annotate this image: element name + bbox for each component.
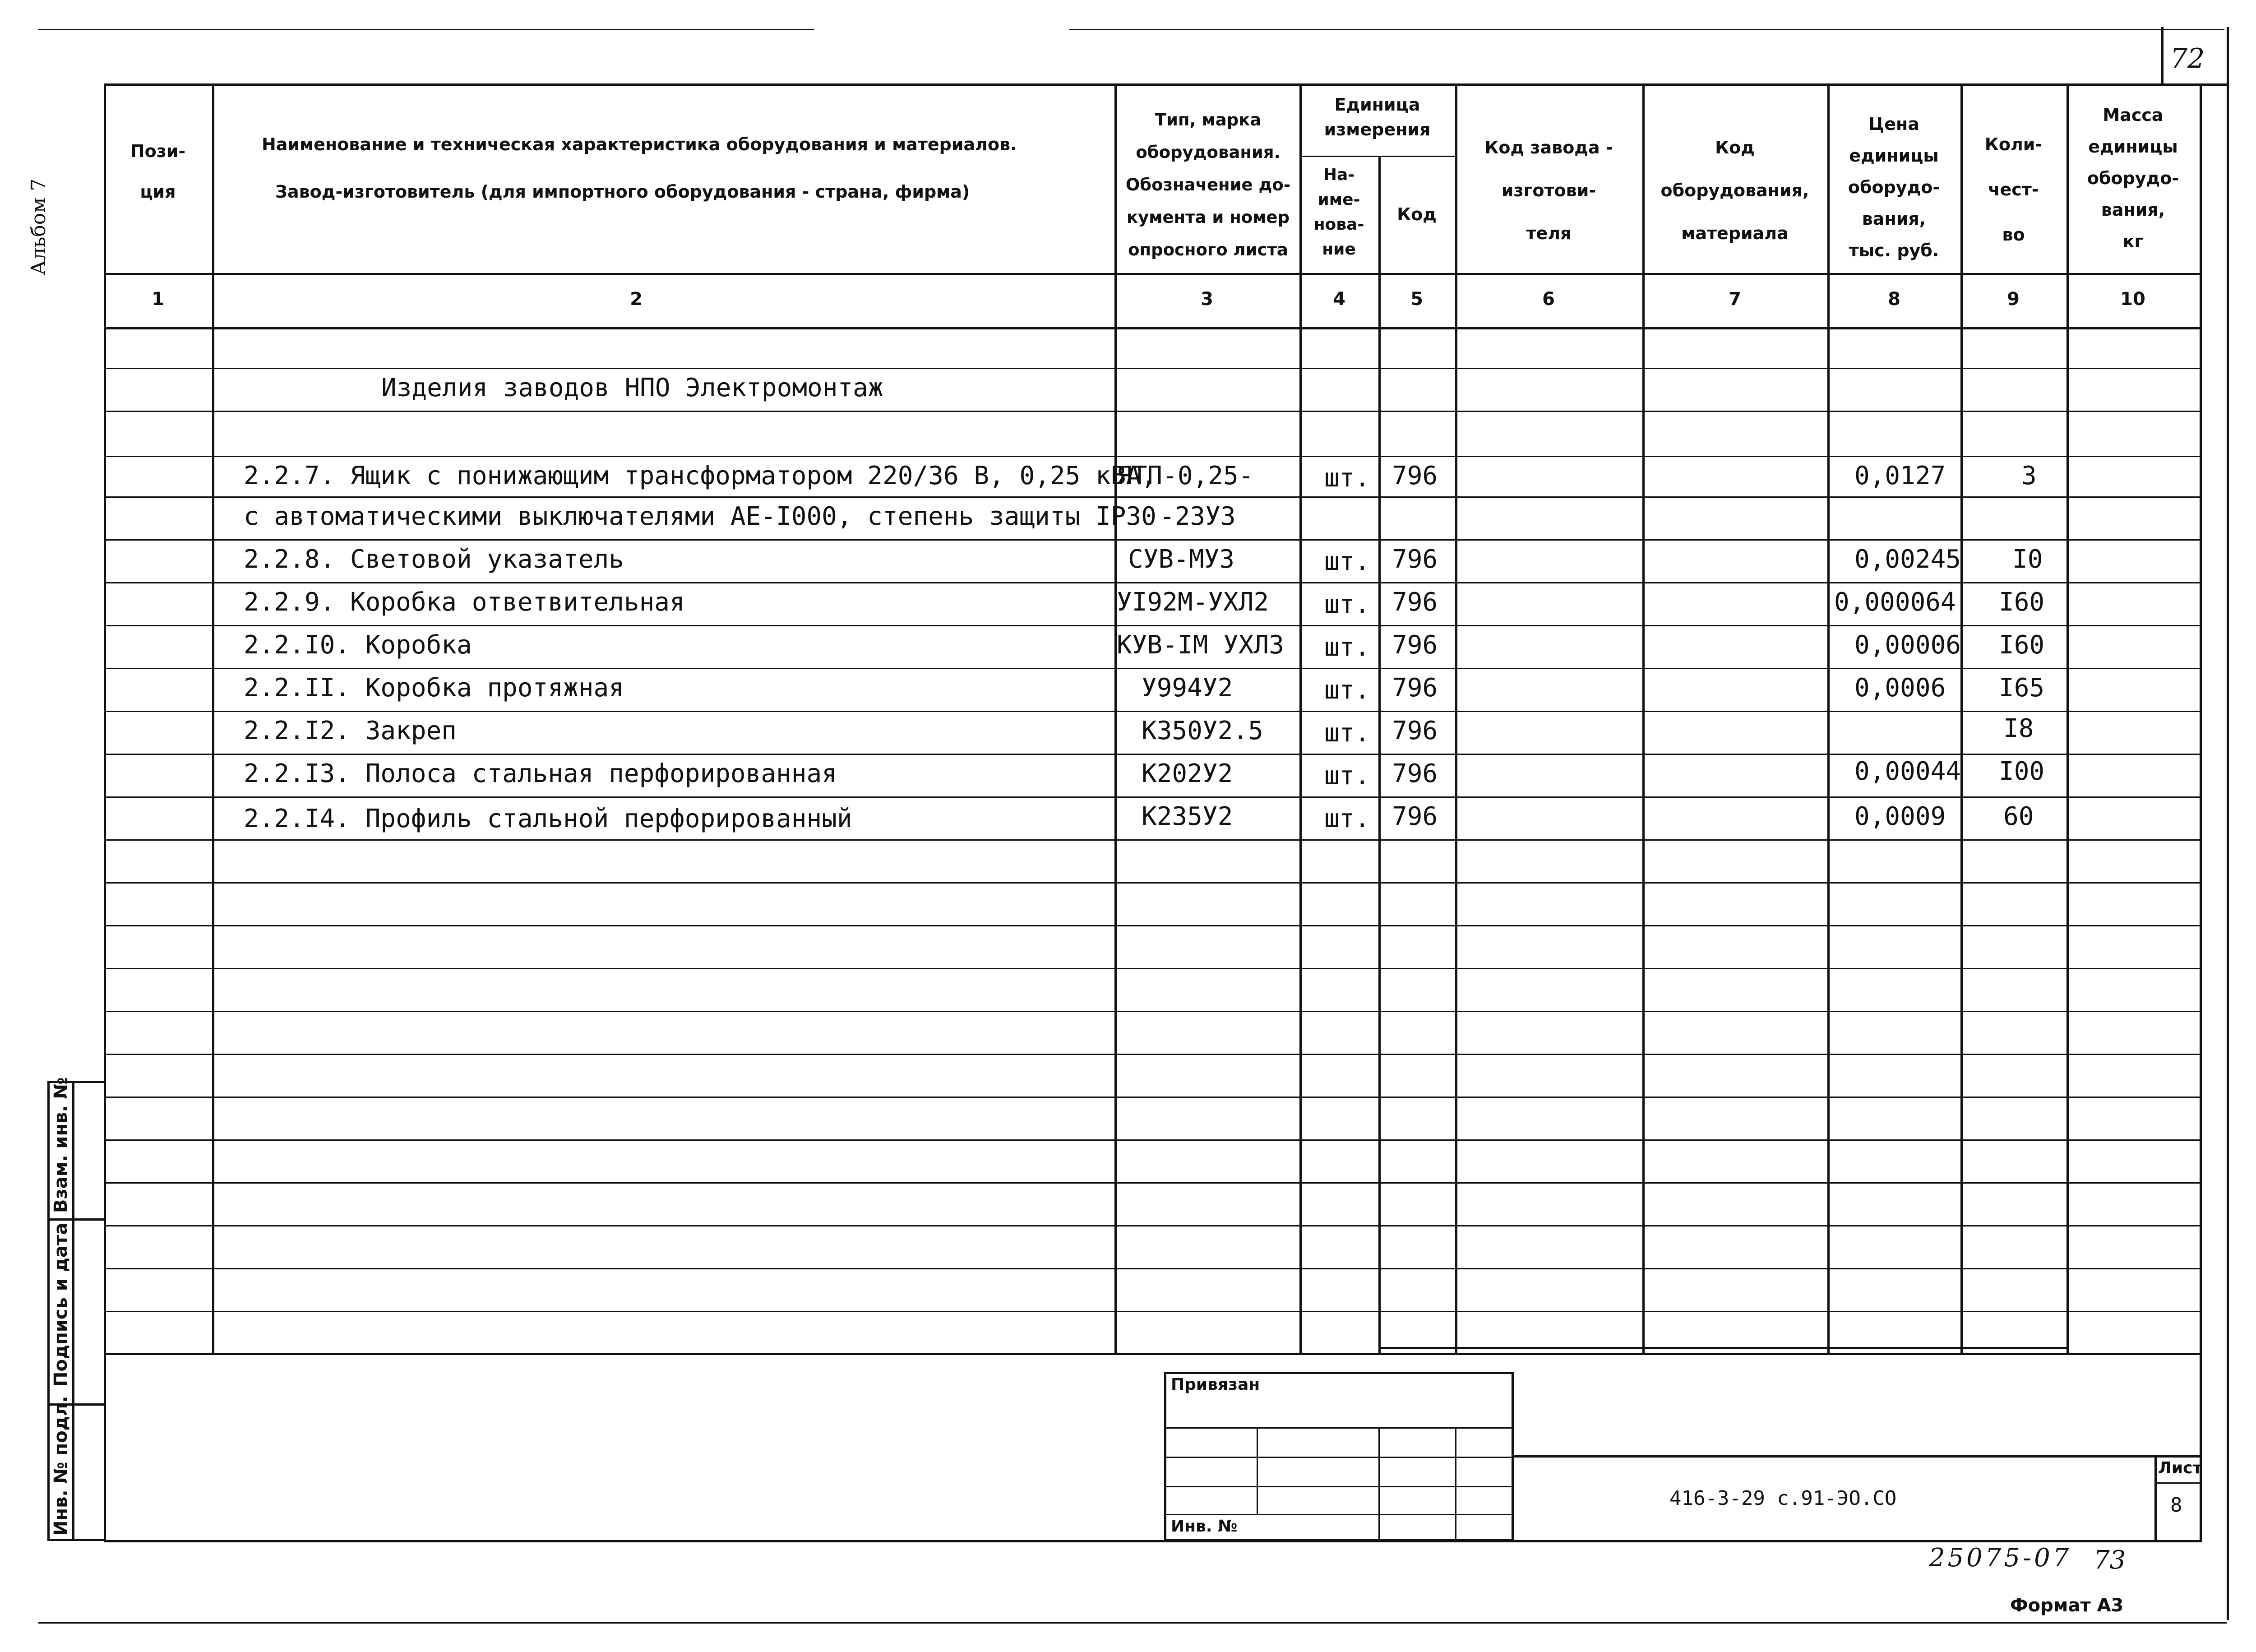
item-name: 2.2.9. Коробка ответвительная (244, 588, 685, 617)
col-line-2 (1114, 83, 1117, 1354)
archive-number: 25075-07 (1929, 1543, 2072, 1573)
side-stamp-podpis: Подпись и дата (51, 1222, 71, 1387)
item-qty: I00 (1999, 757, 2045, 786)
header-unit-code: Код (1397, 204, 1437, 224)
item-code: 796 (1392, 588, 1438, 617)
row-rule (106, 1225, 2200, 1226)
page-number-box-left (2161, 27, 2164, 86)
item-code: 796 (1392, 630, 1438, 660)
row-rule (106, 411, 2200, 412)
col-line-3 (1299, 83, 1302, 1354)
bottom-rule (38, 1622, 2227, 1624)
item-type: -23У3 (1160, 502, 1236, 531)
header-bottom-rule (104, 273, 2200, 275)
item-name: 2.2.7. Ящик с понижающим трансформатором 220/36 В, 0,25 кВА, (244, 461, 1156, 491)
top-rule-right (1069, 29, 2224, 30)
frame-top (104, 83, 2227, 86)
binding-stamp-col (1455, 1427, 1456, 1540)
binding-stamp-rule (1164, 1514, 1514, 1515)
row-rule (106, 754, 2200, 755)
column-number: 10 (2120, 289, 2145, 310)
row-rule (106, 1311, 2200, 1312)
item-qty: I60 (1999, 630, 2045, 660)
table-inner-bottom (1378, 1347, 2069, 1349)
col-line-5 (1455, 83, 1457, 1354)
binding-stamp-title: Привязан (1171, 1375, 1260, 1394)
item-code: 796 (1392, 545, 1438, 574)
column-number: 2 (630, 289, 643, 310)
item-unit: шт. (1324, 676, 1370, 705)
side-stamp-inv-podl: Инв. № подл. (51, 1396, 71, 1536)
header-quantity: Коли- чест- во (1984, 134, 2043, 245)
unit-group-rule (1299, 156, 1455, 157)
row-rule (106, 968, 2200, 969)
album-label: Альбом 7 (27, 178, 50, 275)
side-stamp-divider (72, 1081, 74, 1541)
row-rule (106, 1011, 2200, 1012)
item-code: 796 (1392, 716, 1438, 745)
header-mass: Масса единицы оборудо- вания, кг (2087, 105, 2179, 251)
item-code: 796 (1392, 461, 1438, 491)
row-rule (106, 539, 2200, 541)
side-stamp-vzam: Взам. инв. № (51, 1077, 71, 1213)
item-price: 0,00006 (1854, 630, 1961, 660)
column-number: 8 (1888, 289, 1900, 310)
header-position: Пози- ция (130, 141, 186, 202)
row-rule (106, 1054, 2200, 1055)
col-line-7 (1827, 83, 1830, 1354)
item-unit: шт. (1324, 761, 1370, 791)
header-name-line1: Наименование и техническая характеристика оборудования и материалов. (262, 134, 1017, 154)
page-number-box-right (2227, 27, 2229, 1620)
item-price: 0,000064 (1834, 588, 1956, 617)
item-type: КУВ-IМ УХЛ3 (1117, 630, 1284, 660)
row-rule (106, 1097, 2200, 1098)
header-type: Тип, марка оборудования. Обозначение до- кумента и номер опросного листа (1125, 110, 1291, 259)
document-code: 416-3-29 с.91-ЭО.СО (1669, 1487, 1897, 1510)
header-equipment-code: Код оборудования, материала (1660, 138, 1809, 243)
binding-stamp-rule (1164, 1427, 1514, 1429)
row-rule (106, 839, 2200, 841)
frame-right (2200, 83, 2202, 1541)
item-qty: 60 (2003, 802, 2034, 831)
col-line-1 (212, 83, 214, 1354)
item-type: К235У2 (1142, 802, 1233, 831)
row-rule (106, 1268, 2200, 1269)
item-name: 2.2.I4. Профиль стальной перфорированный (244, 804, 852, 833)
frame-bottom (104, 1540, 2202, 1542)
format-label: Формат А3 (2010, 1595, 2124, 1616)
header-factory-code: Код завода - изготови- теля (1484, 138, 1613, 243)
binding-stamp-col (1378, 1427, 1380, 1540)
sheet-box-rule (2154, 1482, 2200, 1484)
row-rule (106, 582, 2200, 583)
table-bottom-rule (104, 1353, 2200, 1355)
item-qty: I65 (1999, 673, 2045, 703)
item-type: К202У2 (1142, 759, 1233, 788)
item-type: УI92М-УХЛ2 (1117, 588, 1269, 617)
row-rule (106, 882, 2200, 884)
item-unit: шт. (1324, 590, 1370, 619)
page-number: 72 (2170, 43, 2205, 74)
item-code: 796 (1392, 673, 1438, 703)
item-type: У994У2 (1142, 673, 1233, 703)
item-name: 2.2.I2. Закреп (244, 716, 457, 745)
archive-page: 73 (2094, 1546, 2126, 1575)
binding-stamp-rule (1164, 1457, 1514, 1458)
numbers-bottom-rule (104, 327, 2200, 329)
row-rule (106, 368, 2200, 369)
title-block-rule (1514, 1455, 2200, 1458)
column-number: 3 (1201, 289, 1213, 310)
item-qty: 3 (2021, 461, 2037, 491)
top-rule-left (38, 29, 814, 30)
item-name: 2.2.I0. Коробка (244, 630, 472, 660)
row-rule (106, 456, 2200, 457)
row-rule (106, 711, 2200, 712)
item-name: 2.2.II. Коробка протяжная (244, 673, 624, 703)
section-title: Изделия заводов НПО Электромонтаж (381, 373, 883, 403)
item-name: с автоматическими выключателями АЕ-I000, степень защиты IP30 (244, 502, 1156, 531)
column-number: 7 (1729, 289, 1741, 310)
binding-stamp-rule (1164, 1486, 1514, 1487)
header-price: Цена единицы оборудо- вания, тыс. руб. (1848, 114, 1940, 260)
item-unit: шт. (1324, 633, 1370, 662)
item-unit: шт. (1324, 547, 1370, 576)
row-rule (106, 1182, 2200, 1184)
item-name: 2.2.I3. Полоса стальная перфорированная (244, 759, 837, 788)
col-line-6 (1642, 83, 1645, 1354)
column-number: 1 (152, 289, 164, 310)
item-code: 796 (1392, 802, 1438, 831)
binding-stamp-inv: Инв. № (1171, 1517, 1238, 1536)
sheet-label: Лист (2158, 1459, 2202, 1477)
header-unit-name: На- име- нова- ние (1313, 166, 1364, 259)
item-qty: I8 (2003, 714, 2034, 743)
sheet-box-left (2154, 1455, 2157, 1541)
column-number: 9 (2007, 289, 2020, 310)
sheet-number: 8 (2170, 1494, 2182, 1517)
item-code: 796 (1392, 759, 1438, 788)
item-unit: шт. (1324, 463, 1370, 493)
column-number: 5 (1410, 289, 1423, 310)
row-rule (106, 925, 2200, 926)
item-unit: шт. (1324, 718, 1370, 748)
col-line-9 (2066, 83, 2069, 1354)
row-rule (106, 796, 2200, 798)
side-stamp-rule (47, 1218, 106, 1221)
item-type: К350У2.5 (1142, 716, 1263, 745)
row-rule (106, 1139, 2200, 1141)
item-price: 0,00044 (1854, 757, 1961, 786)
column-number: 4 (1333, 289, 1345, 310)
item-unit: шт. (1324, 804, 1370, 833)
binding-stamp-col (1257, 1427, 1258, 1514)
item-price: 0,0009 (1854, 802, 1946, 831)
col-line-8 (1960, 83, 1963, 1354)
column-number: 6 (1542, 289, 1555, 310)
header-unit-group: Единица измерения (1324, 95, 1431, 139)
row-rule (106, 496, 2200, 498)
item-name: 2.2.8. Световой указатель (244, 545, 624, 574)
row-rule (106, 625, 2200, 626)
item-qty: I60 (1999, 588, 2045, 617)
item-price: 0,0006 (1854, 673, 1946, 703)
item-price: 0,0127 (1854, 461, 1946, 491)
header-name-line2: Завод-изготовитель (для импортного оборудования - страна, фирма) (275, 182, 970, 202)
item-price: 0,00245 (1854, 545, 1961, 574)
item-type: ЯТП-0,25- (1117, 461, 1254, 491)
item-qty: I0 (2012, 545, 2043, 574)
item-type: СУВ-МУ3 (1128, 545, 1235, 574)
row-rule (106, 668, 2200, 669)
